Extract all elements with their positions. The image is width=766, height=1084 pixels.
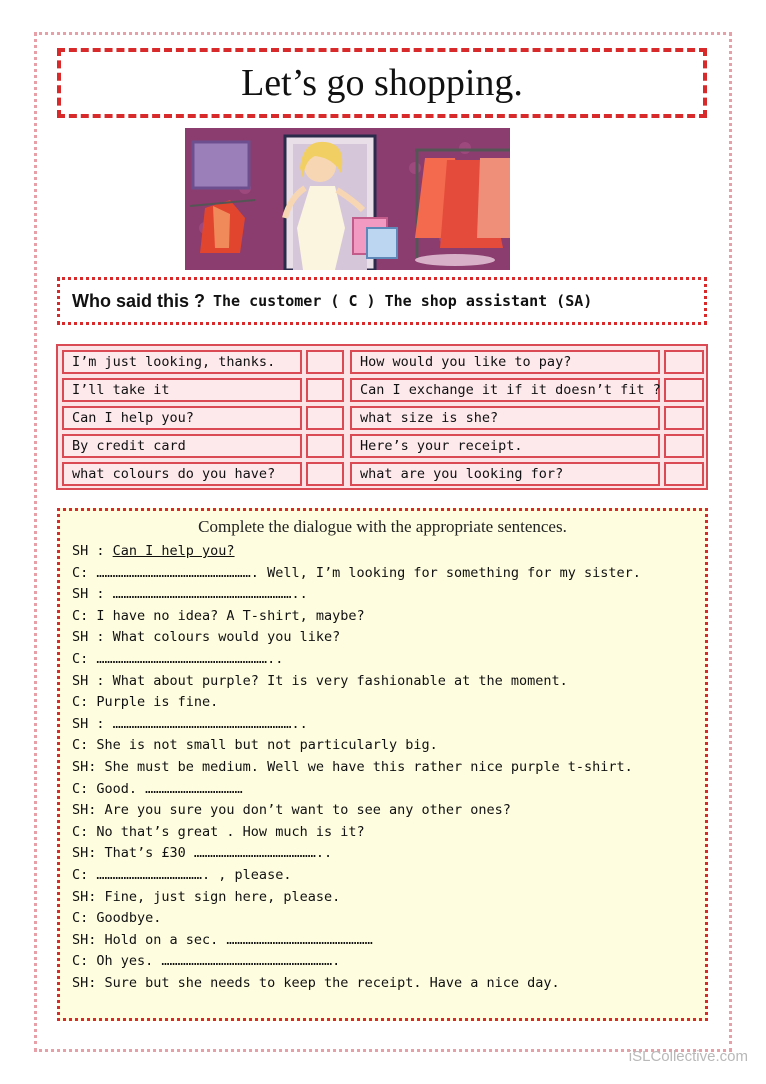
phrase-cell: Can I help you?: [62, 406, 302, 430]
answer-box[interactable]: [664, 406, 704, 430]
dialogue-line: SH: Hold on a sec. ………………………………………………: [72, 931, 373, 948]
example-answer: Can I help you?: [112, 543, 235, 559]
dialogue-line: SH : What about purple? It is very fashionable at the moment.: [72, 672, 568, 689]
phrase-cell: By credit card: [62, 434, 302, 458]
answer-box[interactable]: [306, 406, 344, 430]
dialogue-line: C: Good. ………………………………: [72, 780, 243, 797]
dialogue-line: SH : What colours would you like?: [72, 629, 341, 646]
dialogue-line: SH : …………………………………………………………..: [72, 715, 308, 732]
dialogue-line: SH: Fine, just sign here, please.: [72, 888, 341, 905]
phrase-cell: what colours do you have?: [62, 462, 302, 486]
dialogue-line: C: …………………………………. , please.: [72, 866, 292, 883]
title-box: [57, 48, 707, 118]
page-title: Let’s go shopping.: [241, 62, 523, 104]
answer-box[interactable]: [664, 350, 704, 374]
dialogue-line: SH : …………………………………………………………..: [72, 586, 308, 603]
dialogue-line: SH: That’s £30 ………………………………………..: [72, 845, 333, 862]
shopping-scene-image: [185, 128, 510, 270]
match-table: [56, 344, 708, 490]
phrase-cell: what are you looking for?: [350, 462, 660, 486]
dialogue-box: [57, 508, 708, 1021]
phrase-cell: what size is she?: [350, 406, 660, 430]
answer-box[interactable]: [306, 462, 344, 486]
dialogue-line: C: No that’s great . How much is it?: [72, 823, 365, 840]
dialogue-line: SH: Are you sure you don’t want to see any other ones?: [72, 802, 511, 819]
phrase-cell: Here’s your receipt.: [350, 434, 660, 458]
dialogue-line: [72, 541, 697, 563]
dialogue-line: C: She is not small but not particularly big.: [72, 737, 438, 754]
who-said-roles: The customer ( C ) The shop assistant (SA): [213, 292, 593, 310]
answer-box[interactable]: [664, 462, 704, 486]
answer-box[interactable]: [306, 378, 344, 402]
phrase-cell: I’m just looking, thanks.: [62, 350, 302, 374]
dialogue-line: C: ………………………………………………………..: [72, 650, 284, 667]
phrase-cell: I’ll take it: [62, 378, 302, 402]
dialogue-instruction: Complete the dialogue with the appropriate sentences.: [198, 517, 567, 536]
answer-box[interactable]: [664, 378, 704, 402]
answer-box[interactable]: [664, 434, 704, 458]
dialogue-line: C: Purple is fine.: [72, 694, 219, 711]
dialogue-line: SH: Sure but she needs to keep the receipt. Have a nice day.: [72, 974, 560, 991]
watermark-text: iSLCollective.com: [628, 1048, 748, 1065]
dialogue-line: C: Oh yes. ……………………………………………………….: [72, 953, 341, 970]
answer-box[interactable]: [306, 350, 344, 374]
dialogue-line: C: …………………………………………………. Well, I’m looking for something for my sister.: [72, 564, 641, 581]
dialogue-line: C: Goodbye.: [72, 910, 162, 927]
phrase-cell: Can I exchange it if it doesn’t fit ?: [350, 378, 660, 402]
dialogue-lines: [72, 541, 697, 994]
shopping-illustration: [185, 128, 510, 270]
dialogue-line: C: I have no idea? A T-shirt, maybe?: [72, 607, 365, 624]
phrase-cell: How would you like to pay?: [350, 350, 660, 374]
dialogue-speaker: SH :: [72, 543, 113, 559]
who-said-box: [57, 277, 707, 325]
answer-box[interactable]: [306, 434, 344, 458]
dialogue-line: SH: She must be medium. Well we have this rather nice purple t-shirt.: [72, 758, 633, 775]
who-said-question: Who said this ?: [72, 290, 205, 311]
